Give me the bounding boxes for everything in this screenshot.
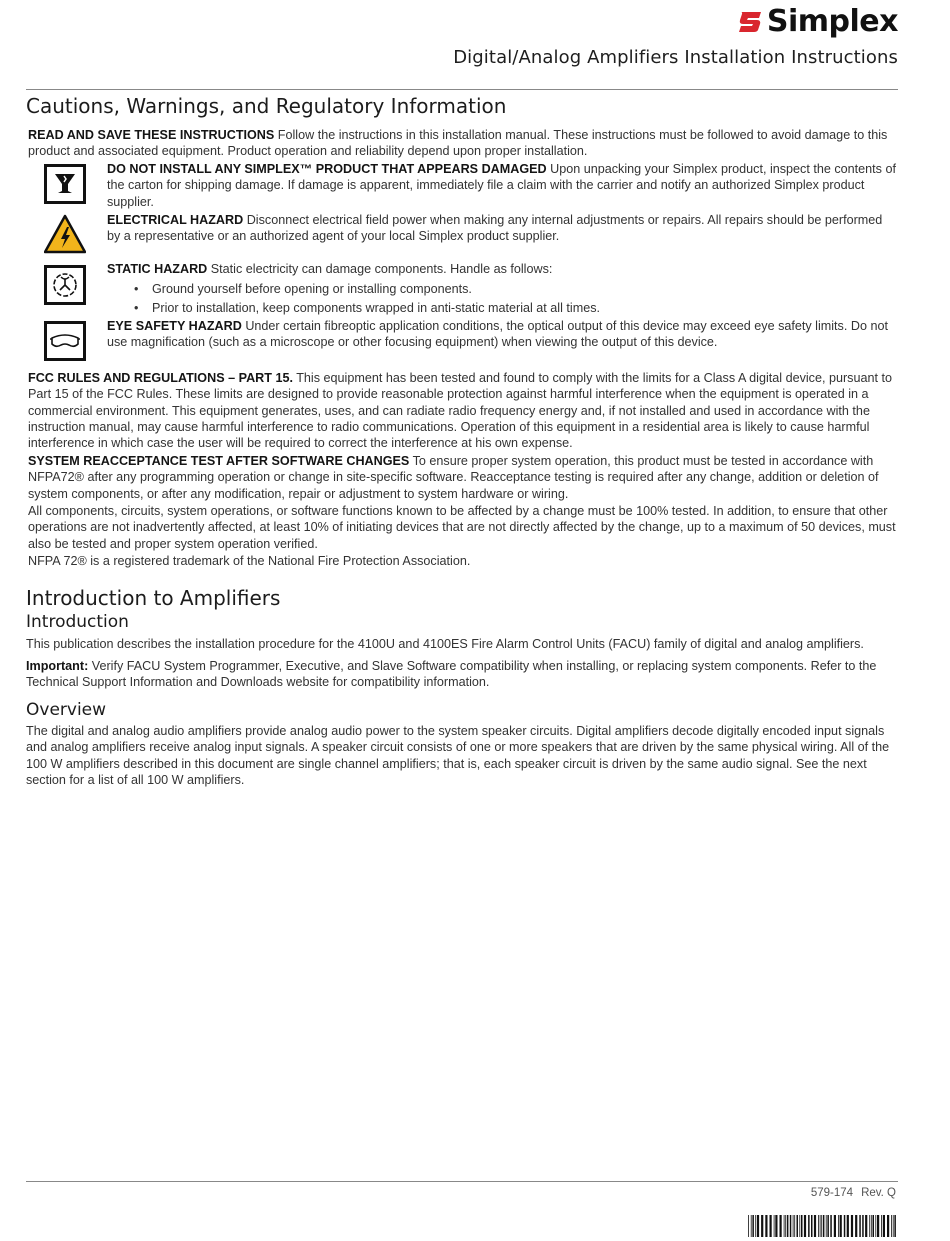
simplex-logo (737, 6, 898, 38)
barcode-bar (787, 1215, 789, 1237)
barcode-bar (821, 1215, 822, 1237)
static-bullet-item: • Ground yourself before opening or installing components. (134, 282, 472, 296)
barcode-bar (755, 1215, 756, 1237)
fcc-text: This equipment has been tested and found to comply with the limits for a Class A digital device, pursuant to Part 15 of the FCC Rules. These limits are designed to provide reasonable protection against harmful interference when the equipment is operated in a commercial environment. This equipment generates, uses, and can radiate radio frequency energy and, if not installed and used in accordance with the instruction manual, may cause harmful interference to radio communications. Operation of this equipment in a residential area is likely to cause harmful interference in which case the user will be required to correct the interference at his own expense. (28, 371, 892, 451)
barcode-bar (830, 1215, 832, 1237)
intro-paragraph: This publication describes the installation procedure for the 4100U and 4100ES Fire Alarm Control Units (FACU) family of digital and analog amplifiers. (26, 637, 864, 651)
damaged-product-paragraph (107, 161, 898, 210)
important-paragraph (26, 658, 898, 691)
electrical-hazard-lead: ELECTRICAL HAZARD (107, 213, 244, 227)
fcc-lead: FCC RULES AND REGULATIONS – PART 15. (28, 371, 293, 385)
components-paragraph: All components, circuits, system operations, or software functions known to be affected by a change must be 100% tested. In addition, to ensure that other operations are not inadvertently affected, at least 10% of initiating devices that are not directly affected by the change, up to a maximum of 50 devices, must also be tested and proper system operation verified. (28, 504, 896, 551)
barcode-bar (887, 1215, 889, 1237)
document-title: Digital/Analog Amplifiers Installation Instructions (453, 47, 898, 68)
barcode-bar (838, 1215, 839, 1237)
static-hazard-paragraph (107, 261, 898, 277)
eye-safety-lead: EYE SAFETY HAZARD (107, 319, 242, 333)
barcode-bar (780, 1215, 782, 1237)
barcode-bar (873, 1215, 875, 1237)
barcode-bar (799, 1215, 800, 1237)
barcode-bar (808, 1215, 810, 1237)
barcode-bar (877, 1215, 879, 1237)
barcode-bar (765, 1215, 767, 1237)
barcode-bar (844, 1215, 846, 1237)
simplex-logo-mark-icon (737, 9, 763, 35)
barcode-bar (891, 1215, 892, 1237)
barcode-icon (748, 1215, 898, 1237)
barcode-bar (801, 1215, 803, 1237)
document-number: 579-174 (810, 1187, 854, 1199)
barcode-bar (793, 1215, 794, 1237)
barcode-bar (881, 1215, 882, 1237)
barcode-bar (820, 1215, 821, 1237)
read-save-paragraph (28, 127, 898, 160)
barcode-bar (883, 1215, 885, 1237)
header-divider (26, 89, 898, 90)
barcode-bar (790, 1215, 792, 1237)
barcode-bar (869, 1215, 870, 1237)
barcode-bar (871, 1215, 872, 1237)
electrical-hazard-icon (44, 214, 86, 254)
barcode-bar (855, 1215, 857, 1237)
important-text: Verify FACU System Programmer, Executive, and Slave Software compatibility when installing, or replacing system components. Refer to the Technical Support Information and Downloads website for compatibility information. (26, 659, 877, 690)
static-bullet-text: Prior to installation, keep components wrapped in anti-static material at all times. (152, 301, 600, 315)
fcc-paragraph (28, 370, 898, 451)
footer-divider (26, 1181, 898, 1182)
static-hazard-text: Static electricity can damage components. Handle as follows: (207, 262, 553, 276)
barcode-bar (847, 1215, 849, 1237)
barcode-bar (818, 1215, 819, 1237)
eye-safety-text: Under certain fibreoptic application conditions, the optical output of this device may exceed eye safety limits. Do not use magnification (such as a microscope or other focusing equipment) when viewing the output of this device. (107, 319, 888, 350)
barcode-bar (840, 1215, 842, 1237)
overview-paragraph: The digital and analog audio amplifiers provide analog audio power to the system speaker circuits. Digital amplifiers decode digitally encoded input signals and analog amplifiers receive analog input signals. A speaker circuit consists of one or more speakers that are driven by the same physical wiring. All of the 100 W amplifiers described in this document are single channel amplifiers; that is, each speaker circuit is driven by the same audio signal. See the next section for a list of all 100 W amplifiers. (26, 724, 890, 787)
document-page (26, 0, 898, 1241)
reacceptance-lead: SYSTEM REACCEPTANCE TEST AFTER SOFTWARE CHANGES (28, 454, 410, 468)
barcode-bar (775, 1215, 777, 1237)
barcode-bar (804, 1215, 806, 1237)
barcode-bar (811, 1215, 813, 1237)
intro-subheading: Introduction (26, 612, 129, 632)
static-bullet-text: Ground yourself before opening or installing components. (152, 282, 472, 296)
overview-heading: Overview (26, 700, 107, 720)
document-revision: Rev. Q (861, 1187, 896, 1199)
barcode-bar (827, 1215, 829, 1237)
important-lead: Important: (26, 659, 89, 673)
reacceptance-text: To ensure proper system operation, this product must be tested in accordance with NFPA72® after any programming operation or change in site-specific software. Reacceptance testing is required after any change, addition or deletion of system components, or after any modification, repair or adjustment to system hardware or wiring. (28, 454, 879, 501)
electrical-hazard-text: Disconnect electrical field power when making any internal adjustments or repairs. All repairs should be performed by a representative or an authorized agent of your local Simplex product supplier. (107, 213, 883, 244)
barcode-bar (751, 1215, 752, 1237)
eye-safety-paragraph (107, 318, 898, 351)
barcode-bar (748, 1215, 749, 1237)
barcode-bar (774, 1215, 775, 1237)
read-save-lead: READ AND SAVE THESE INSTRUCTIONS (28, 128, 275, 142)
electrical-hazard-paragraph (107, 212, 898, 245)
barcode-bar (797, 1215, 799, 1237)
barcode-bar (770, 1215, 772, 1237)
barcode-bar (875, 1215, 876, 1237)
logo-text: Simplex (766, 4, 898, 39)
read-save-text: Follow the instructions in this installation manual. These instructions must be followed to avoid damage to this product and associated equipment. Product operation and reliability depend upon proper installation. (28, 128, 888, 159)
barcode-bar (752, 1215, 754, 1237)
barcode-bar (823, 1215, 825, 1237)
static-bullet-item: • Prior to installation, keep components wrapped in anti-static material at all times. (134, 301, 600, 315)
barcode-bar (851, 1215, 853, 1237)
barcode-bar (894, 1215, 896, 1237)
barcode-bar (784, 1215, 785, 1237)
barcode-bar (794, 1215, 795, 1237)
barcode-bar (761, 1215, 763, 1237)
barcode-bar (826, 1215, 827, 1237)
barcode-bar (785, 1215, 786, 1237)
damaged-product-icon (44, 164, 86, 204)
damaged-product-text: Upon unpacking your Simplex product, inspect the contents of the carton for shipping damage. If damage is apparent, immediately file a claim with the carrier and notify an authorized Simplex product supplier. (107, 162, 896, 209)
trademark-paragraph: NFPA 72® is a registered trademark of the National Fire Protection Association. (28, 554, 471, 568)
barcode-bar (862, 1215, 864, 1237)
eye-safety-icon (44, 321, 86, 361)
barcode-bar (757, 1215, 759, 1237)
cautions-heading: Cautions, Warnings, and Regulatory Information (26, 94, 507, 118)
reacceptance-paragraph (28, 453, 898, 502)
barcode-bar (814, 1215, 816, 1237)
static-hazard-lead: STATIC HAZARD (107, 262, 208, 276)
static-hazard-icon (44, 265, 86, 305)
intro-heading: Introduction to Amplifiers (26, 586, 281, 610)
barcode-bar (893, 1215, 894, 1237)
barcode-bar (859, 1215, 861, 1237)
document-id (811, 1187, 896, 1199)
barcode-bar (865, 1215, 867, 1237)
damaged-product-lead: DO NOT INSTALL ANY SIMPLEX™ PRODUCT THAT APPEARS DAMAGED (107, 162, 547, 176)
barcode-bar (834, 1215, 836, 1237)
